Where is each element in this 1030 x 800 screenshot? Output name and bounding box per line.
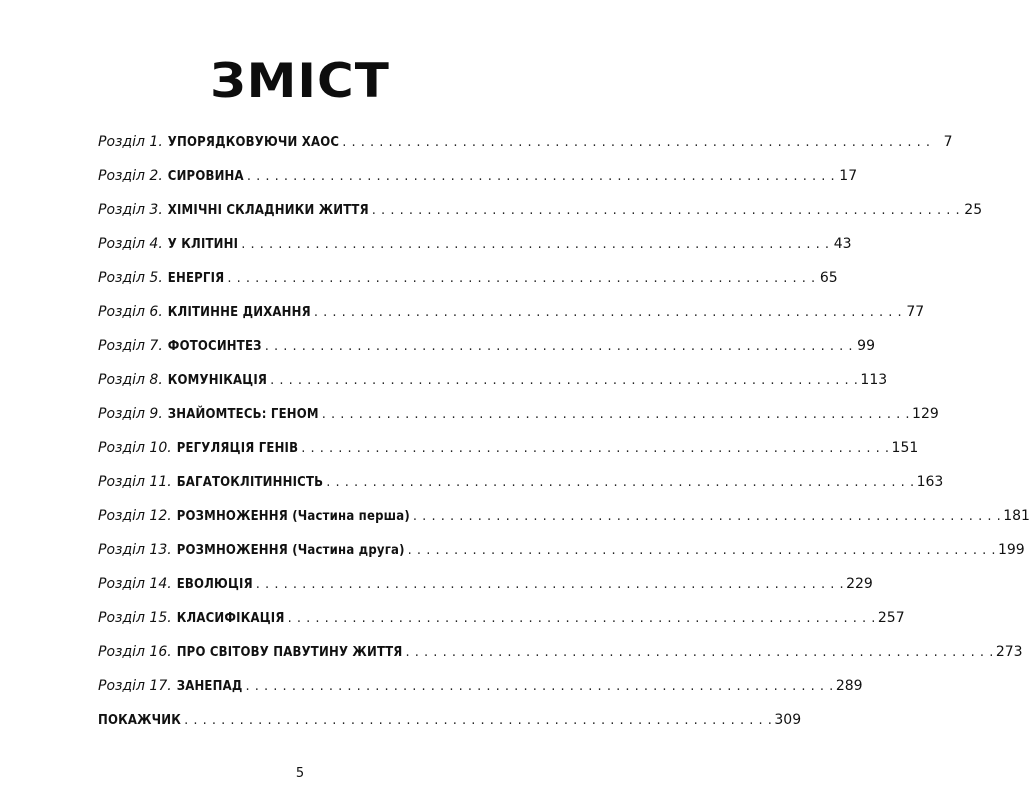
toc-entry: [98, 473, 944, 507]
toc-entry-page: 257: [877, 610, 905, 626]
toc-entry-chapter-label: Розділ 11.: [98, 474, 172, 490]
toc-entry-chapter-label: Розділ 4.: [98, 236, 163, 252]
toc-entry-chapter-label: Розділ 2.: [98, 168, 163, 184]
toc-entry: [98, 201, 983, 235]
toc-entry-page: 151: [891, 440, 919, 456]
toc-entry-chapter-label: Розділ 7.: [98, 338, 163, 354]
toc-entry-title: КЛАСИФІКАЦІЯ: [176, 611, 285, 626]
toc-entry-title: РЕГУЛЯЦІЯ ГЕНІВ: [176, 441, 299, 456]
toc-entry-page: 25: [964, 202, 983, 218]
toc-entry-page: 229: [846, 576, 873, 592]
toc-entry-page: 113: [860, 372, 888, 388]
toc-dot-leader: [246, 678, 834, 696]
toc-dot-leader: [314, 304, 902, 322]
toc-entry-page: 43: [833, 236, 852, 252]
toc-entry: [98, 337, 875, 371]
toc-dot-leader: [342, 134, 930, 152]
toc-dot-leader: [322, 406, 910, 424]
toc-entry-title: ЕВОЛЮЦІЯ: [176, 577, 253, 592]
toc-entry-title: ЕНЕРГІЯ: [167, 271, 225, 286]
toc-entry-chapter-label: Розділ 8.: [98, 372, 163, 388]
toc-entry-chapter-label: Розділ 9.: [98, 406, 163, 422]
toc-entry-page: 7: [943, 134, 953, 150]
toc-entry: [98, 371, 888, 405]
toc-entry: [98, 541, 1025, 575]
toc-dot-leader: [413, 508, 1001, 526]
toc-entry-chapter-label: Розділ 10.: [98, 440, 172, 456]
toc-entry-page: 309: [774, 712, 802, 728]
toc-dot-leader: [288, 610, 876, 628]
toc-entry-page: 65: [819, 270, 838, 286]
toc-dot-leader: [227, 270, 815, 288]
toc-entry: [98, 405, 939, 439]
toc-entry: [98, 609, 905, 643]
toc-dot-leader: [265, 338, 853, 356]
page-title: ЗМІСТ: [210, 53, 390, 109]
toc-entry-chapter-label: Розділ 3.: [98, 202, 163, 218]
page-number: 5: [295, 766, 305, 781]
toc-entry-title: ХІМІЧНІ СКЛАДНИКИ ЖИТТЯ: [167, 203, 369, 218]
toc-entry-title: БАГАТОКЛІТИННІСТЬ: [176, 475, 324, 490]
toc-entry: [98, 643, 1023, 677]
toc-entry: [98, 677, 863, 711]
toc-entry: [98, 235, 852, 269]
toc-dot-leader: [301, 440, 889, 458]
toc-dot-leader: [408, 542, 996, 560]
toc-entry-page: 273: [995, 644, 1023, 660]
toc-entry-title: ЗНАЙОМТЕСЬ: ГЕНОМ: [167, 407, 319, 422]
toc-entry: [98, 575, 873, 609]
toc-entry-title: ПРО СВІТОВУ ПАВУТИНУ ЖИТТЯ: [176, 645, 403, 660]
toc-entry-page: 99: [857, 338, 875, 354]
toc-entry-chapter-label: Розділ 16.: [98, 644, 172, 660]
toc-entry-title: РОЗМНОЖЕННЯ (Частина друга): [176, 543, 405, 558]
toc-entry-chapter-label: Розділ 12.: [98, 508, 172, 524]
toc-dot-leader: [406, 644, 994, 662]
toc-entry-title: ФОТОСИНТЕЗ: [167, 339, 262, 354]
toc-entry-chapter-label: Розділ 6.: [98, 304, 163, 320]
toc-entry: [98, 711, 802, 745]
toc-entry-title: ПОКАЖЧИК: [98, 713, 182, 728]
toc-entry-page: 181: [1003, 508, 1030, 524]
toc-entry-title: СИРОВИНА: [167, 169, 244, 184]
toc-dot-leader: [256, 576, 844, 594]
toc-entry-page: 17: [839, 168, 858, 184]
toc-entry-title: У КЛІТИНІ: [167, 237, 239, 252]
toc-entry-page: 289: [835, 678, 863, 694]
toc-entry-title: РОЗМНОЖЕННЯ (Частина перша): [176, 509, 410, 524]
toc-entry: [98, 269, 838, 303]
toc-entry-chapter-label: Розділ 13.: [98, 542, 172, 558]
toc-dot-leader: [270, 372, 858, 390]
toc-dot-leader: [247, 168, 835, 186]
toc-dot-leader: [326, 474, 914, 492]
toc-entry-chapter-label: Розділ 5.: [98, 270, 163, 286]
toc-entry-page: 77: [906, 304, 925, 320]
toc-dot-leader: [184, 712, 772, 730]
toc-entry-chapter-label: Розділ 17.: [98, 678, 172, 694]
toc-entry: [98, 167, 858, 201]
toc-entry-title: ЗАНЕПАД: [176, 679, 243, 694]
toc-entry-chapter-label: Розділ 15.: [98, 610, 172, 626]
toc-entry: [98, 507, 1030, 541]
toc-entry-title: КЛІТИННЕ ДИХАННЯ: [167, 305, 311, 320]
toc-entry-page: 163: [916, 474, 944, 490]
toc-entry-title: УПОРЯДКОВУЮЧИ ХАОС: [167, 135, 340, 150]
toc-entry: [98, 303, 925, 337]
toc-entry-chapter-label: Розділ 14.: [98, 576, 172, 592]
toc-dot-leader: [241, 236, 829, 254]
toc-entry-title: КОМУНІКАЦІЯ: [167, 373, 268, 388]
toc-entry-chapter-label: Розділ 1.: [98, 134, 163, 150]
toc-entry: [98, 439, 919, 473]
toc-entry: [98, 133, 953, 167]
table-of-contents: [98, 133, 1030, 745]
toc-dot-leader: [372, 202, 960, 220]
toc-entry-page: 129: [912, 406, 939, 422]
toc-entry-page: 199: [997, 542, 1025, 558]
